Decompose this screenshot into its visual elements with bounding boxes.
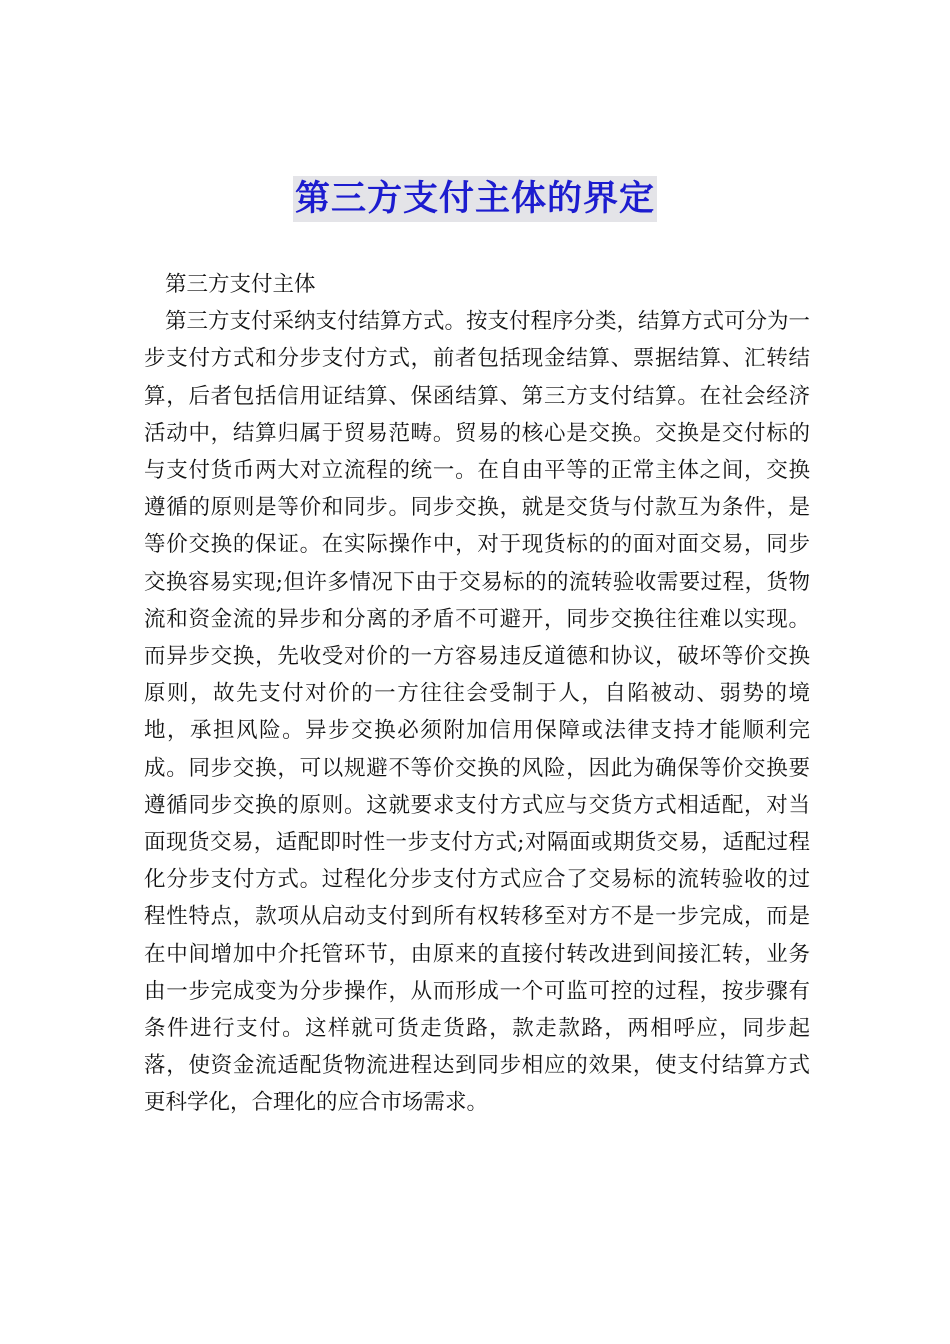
document-body <box>144 266 810 1122</box>
title-container <box>0 176 950 222</box>
document-title: 第三方支付主体的界定 <box>293 176 657 222</box>
body-paragraph: 第三方支付采纳支付结算方式。按支付程序分类，结算方式可分为一步支付方式和分步支付方式，前者包括现金结算、票据结算、汇转结算，后者包括信用证结算、保函结算、第三方支付结算。在社会经济活动中，结算归属于贸易范畴。贸易的核心是交换。交换是交付标的与支付货币两大对立流程的统一。在自由平等的正常主体之间，交换遵循的原则是等价和同步。同步交换，就是交货与付款互为条件，是等价交换的保证。在实际操作中，对于现货标的的面对面交易，同步交换容易实现;但许多情况下由于交易标的的流转验收需要过程，货物流和资金流的异步和分离的矛盾不可避开，同步交换往往难以实现。而异步交换，先收受对价的一方容易违反道德和协议，破坏等价交换原则，故先支付对价的一方往往会受制于人，自陷被动、弱势的境地，承担风险。异步交换必须附加信用保障或法律支持才能顺利完成。同步交换，可以规避不等价交换的风险，因此为确保等价交换要遵循同步交换的原则。这就要求支付方式应与交货方式相适配，对当面现货交易，适配即时性一步支付方式;对隔面或期货交易，适配过程化分步支付方式。过程化分步支付方式应合了交易标的流转验收的过程性特点，款项从启动支付到所有权转移至对方不是一步完成，而是在中间增加中介托管环节，由原来的直接付转改进到间接汇转，业务由一步完成变为分步操作，从而形成一个可监可控的过程，按步骤有条件进行支付。这样就可货走货路，款走款路，两相呼应，同步起落，使资金流适配货物流进程达到同步相应的效果，使支付结算方式更科学化，合理化的应合市场需求。 <box>144 309 811 1116</box>
section-subheading: 第三方支付主体 <box>165 272 316 297</box>
